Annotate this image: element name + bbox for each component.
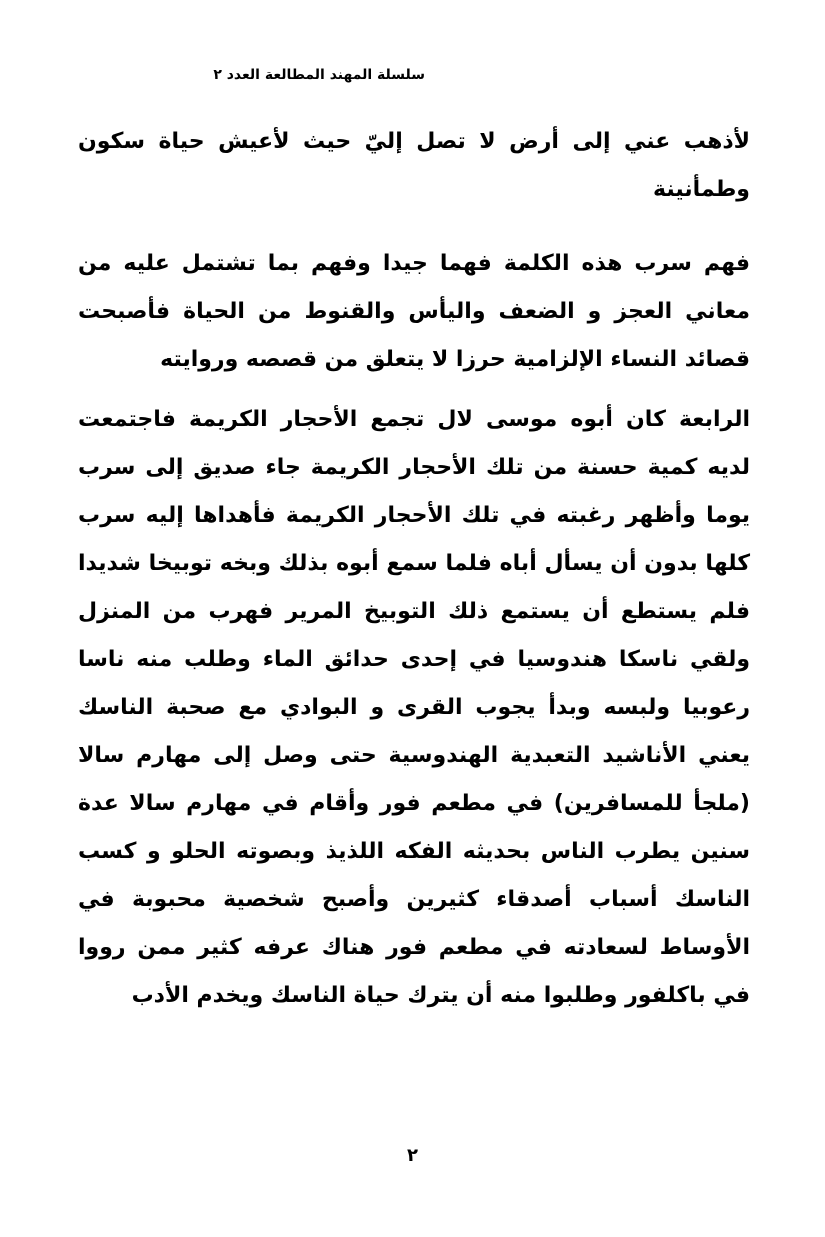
- paragraph-3: الرابعة كان أبوه موسى لال تجمع الأحجار الكريمة فاجتمعت لديه كمية حسنة من تلك الأحجار الكريمة جاء صديق إلى سرب يوما وأظهر رغبته في تلك الأحجار الكريمة فأهداها إليه سرب كلها بدون أن يسأل أباه فلما سمع أبوه بذلك وبخه توبيخا شديدا فلم يستطع أن يستمع ذلك التوبيخ المرير فهرب من المنزل ولقي ناسكا هندوسيا في إحدى حدائق الماء وطلب منه ناسا رعوبيا ولبسه وبدأ يجوب القرى و البوادي مع صحبة الناسك يعني الأناشيد التعبدية الهندوسية حتى وصل إلى مهارم سالا (ملجأ للمسافرين) في مطعم فور وأقام في مهارم سالا عدة سنين يطرب الناس بحديثه الفكه اللذيذ وبصوته الحلو و كسب الناسك أسباب أصدقاء كثيرين وأصبح شخصية محبوبة في الأوساط لسعادته في مطعم فور هناك عرفه كثير ممن رووا في باكلفور وطلبوا منه أن يترك حياة الناسك ويخدم الأدب: [78, 407, 750, 1008]
- page-number: ٢: [407, 1145, 418, 1166]
- running-header: سلسلة المهند المطالعة العدد ٢: [213, 67, 425, 83]
- paragraph-1: لأذهب عني إلى أرض لا تصل إليّ حيث لأعيش حياة سكون وطمأنينة: [78, 129, 750, 202]
- paragraph-2: فهم سرب هذه الكلمة فهما جيدا وفهم بما تشتمل عليه من معاني العجز و الضعف واليأس والقنوط من الحياة فأصبحت قصائد النساء الإلزامية حرزا لا يتعلق من قصصه وروايته: [78, 251, 750, 372]
